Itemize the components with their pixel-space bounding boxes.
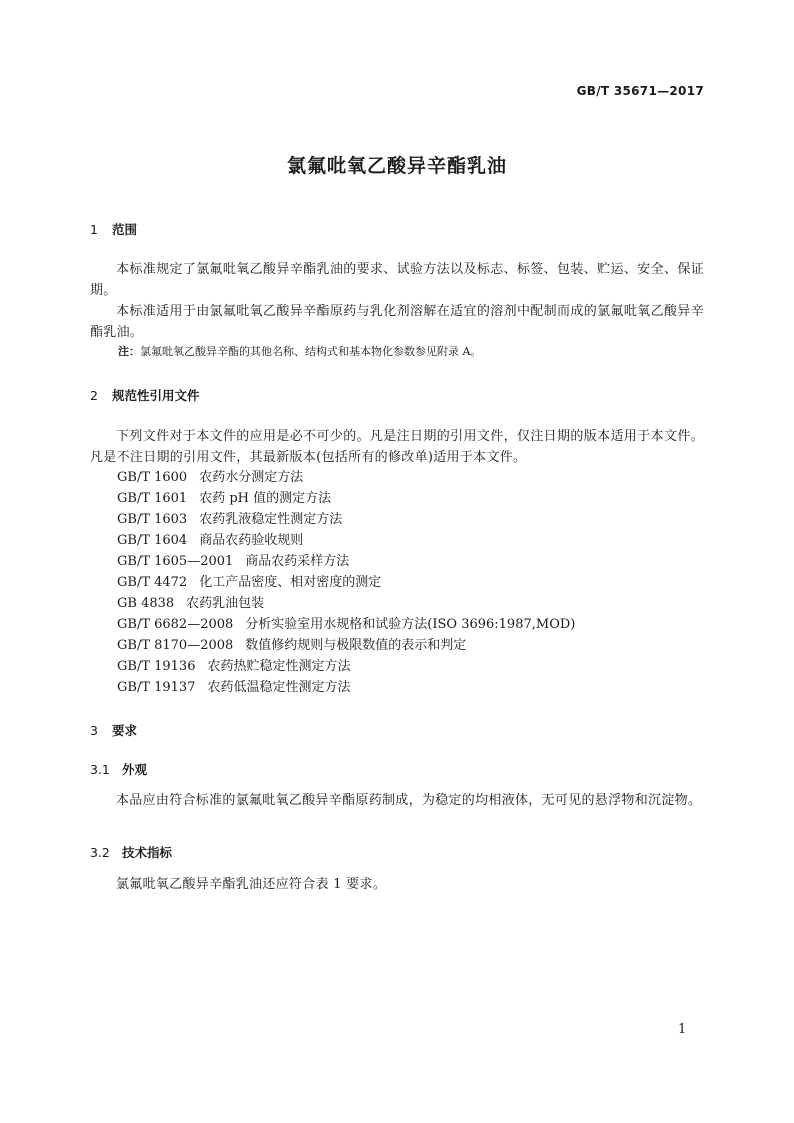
list-item (117, 488, 575, 509)
list-item (117, 572, 575, 593)
reference-code: GB/T 1601 (117, 491, 188, 506)
standard-code: GB/T 35671—2017 (576, 84, 704, 98)
reference-title: 农药水分测定方法 (199, 470, 304, 485)
reference-code: GB/T 19136 (117, 659, 196, 674)
reference-list (117, 467, 575, 698)
reference-title: 分析实验室用水规格和试验方法(ISO 3696:1987,MOD) (245, 617, 576, 632)
reference-code: GB/T 4472 (117, 575, 188, 590)
reference-code: GB/T 6682—2008 (117, 617, 234, 632)
appearance-paragraph: 本品应由符合标准的氯氟吡氧乙酸异辛酯原药制成，为稳定的均相液体，无可见的悬浮物和沉淀物。 (116, 793, 702, 808)
reference-code: GB/T 1605—2001 (117, 554, 234, 569)
reference-title: 化工产品密度、相对密度的测定 (199, 575, 382, 590)
references-intro: 下列文件对于本文件的应用是必不可少的。凡是注日期的引用文件，仅注日期的版本适用于本文件。凡是不注日期的引用文件，其最新版本(包括所有的修改单)适用于本文件。 (90, 429, 704, 465)
subsection-number: 3.1 (90, 762, 110, 777)
section-1-heading (90, 220, 137, 238)
reference-code: GB/T 1604 (117, 533, 188, 548)
list-item (117, 530, 575, 551)
reference-code: GB/T 19137 (117, 680, 196, 695)
reference-code: GB 4838 (117, 596, 175, 611)
note-text: 氯氟吡氧乙酸异辛酯的其他名称、结构式和基本物化参数参见附录 A。 (140, 345, 482, 358)
reference-title: 农药乳液稳定性测定方法 (199, 512, 343, 527)
list-item (117, 551, 575, 572)
section-title: 规范性引用文件 (112, 388, 200, 403)
list-item (117, 677, 575, 698)
scope-paragraph-1: 本标准规定了氯氟吡氧乙酸异辛酯乳油的要求、试验方法以及标志、标签、包装、贮运、安全、保证期。 (90, 262, 704, 298)
subsection-title: 技术指标 (122, 845, 173, 860)
reference-title: 农药热贮稳定性测定方法 (207, 659, 351, 674)
subsection-number: 3.2 (90, 845, 110, 860)
page-number: 1 (678, 1022, 687, 1037)
reference-code: GB/T 1600 (117, 470, 188, 485)
subsection-3-1-heading (90, 760, 147, 778)
technical-spec-paragraph: 氯氟吡氧乙酸异辛酯乳油还应符合表 1 要求。 (116, 877, 387, 892)
list-item (117, 614, 575, 635)
scope-paragraph-2: 本标准适用于由氯氟吡氧乙酸异辛酯原药与乳化剂溶解在适宜的溶剂中配制而成的氯氟吡氧乙酸异辛酯乳油。 (90, 304, 704, 340)
reference-title: 商品农药采样方法 (245, 554, 350, 569)
scope-note (118, 344, 704, 360)
list-item (117, 635, 575, 656)
section-title: 要求 (112, 723, 138, 738)
list-item (117, 656, 575, 677)
section-number: 3 (90, 723, 98, 738)
section-title: 范围 (112, 222, 138, 237)
document-title: 氯氟吡氧乙酸异辛酯乳油 (286, 155, 507, 177)
reference-title: 农药乳油包装 (186, 596, 265, 611)
reference-title: 数值修约规则与极限数值的表示和判定 (245, 638, 467, 653)
subsection-3-2-heading (90, 843, 172, 861)
list-item (117, 509, 575, 530)
section-2-heading (90, 386, 200, 404)
reference-title: 农药低温稳定性测定方法 (207, 680, 351, 695)
section-number: 2 (90, 388, 98, 403)
reference-title: 农药 pH 值的测定方法 (199, 491, 332, 506)
list-item (117, 593, 575, 614)
reference-title: 商品农药验收规则 (199, 533, 304, 548)
section-number: 1 (90, 222, 98, 237)
subsection-title: 外观 (122, 762, 148, 777)
reference-code: GB/T 8170—2008 (117, 638, 234, 653)
note-label: 注： (118, 345, 140, 358)
list-item (117, 467, 575, 488)
reference-code: GB/T 1603 (117, 512, 188, 527)
section-3-heading (90, 721, 137, 739)
